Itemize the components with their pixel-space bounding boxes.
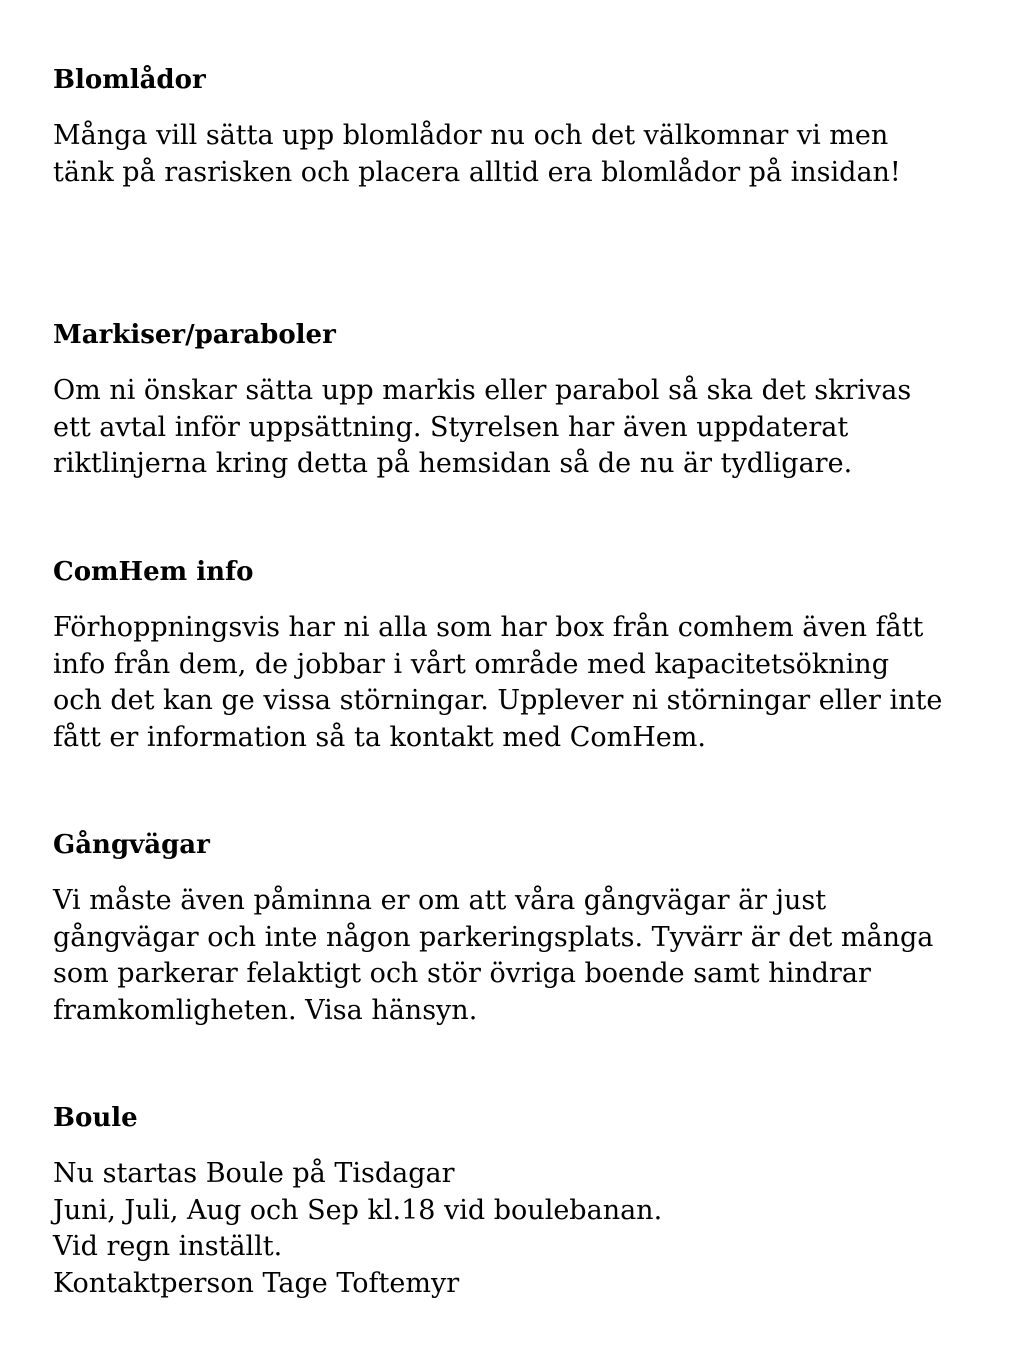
text-line: Vid regn inställt. — [53, 1231, 283, 1262]
section-body — [53, 373, 1013, 483]
section-heading: Markiser/paraboler — [53, 320, 336, 350]
text-line: Kontaktperson Tage Toftemyr — [53, 1267, 460, 1299]
section-body — [53, 1156, 1013, 1302]
section-body — [53, 118, 1013, 191]
section-boule — [53, 1100, 1013, 1302]
section-body — [53, 883, 1013, 1029]
text-line: fått er information så ta kontakt med ComHem. — [53, 721, 706, 753]
section-heading: Gångvägar — [53, 830, 210, 860]
text-line: tänk på rasrisken och placera alltid era blomlådor på insidan! — [53, 156, 901, 188]
text-line: info från dem, de jobbar i vårt område med kapacitetsökning — [53, 648, 889, 680]
text-line: och det kan ge vissa störningar. Upplever ni störningar eller inte — [53, 685, 943, 716]
section-blomlador — [53, 62, 1013, 191]
text-line: Om ni önskar sätta upp markis eller parabol så ska det skrivas — [53, 375, 912, 406]
text-line: Nu startas Boule på Tisdagar — [53, 1158, 455, 1189]
text-line: Vi måste även påminna er om att våra gångvägar är just — [53, 885, 827, 916]
section-gangvagar — [53, 827, 1013, 1029]
text-line: Många vill sätta upp blomlådor nu och det välkomnar vi men — [53, 120, 889, 151]
section-comhem-info — [53, 554, 1013, 756]
section-markiser-paraboler — [53, 317, 1013, 483]
section-heading: Blomlådor — [53, 65, 206, 95]
text-line: Juni, Juli, Aug och Sep kl.18 vid boulebanan. — [53, 1194, 663, 1226]
section-body — [53, 610, 1013, 756]
text-line: ett avtal inför uppsättning. Styrelsen har även uppdaterat — [53, 411, 849, 443]
text-line: riktlinjerna kring detta på hemsidan så de nu är tydligare. — [53, 448, 853, 479]
text-line: gångvägar och inte någon parkeringsplats. Tyvärr är det många — [53, 921, 934, 953]
text-line: framkomligheten. Visa hänsyn. — [53, 994, 478, 1026]
text-line: som parkerar felaktigt och stör övriga boende samt hindrar — [53, 958, 871, 989]
text-line: Förhoppningsvis har ni alla som har box från comhem även fått — [53, 612, 924, 643]
section-heading: Boule — [53, 1103, 138, 1133]
section-heading: ComHem info — [53, 557, 254, 587]
